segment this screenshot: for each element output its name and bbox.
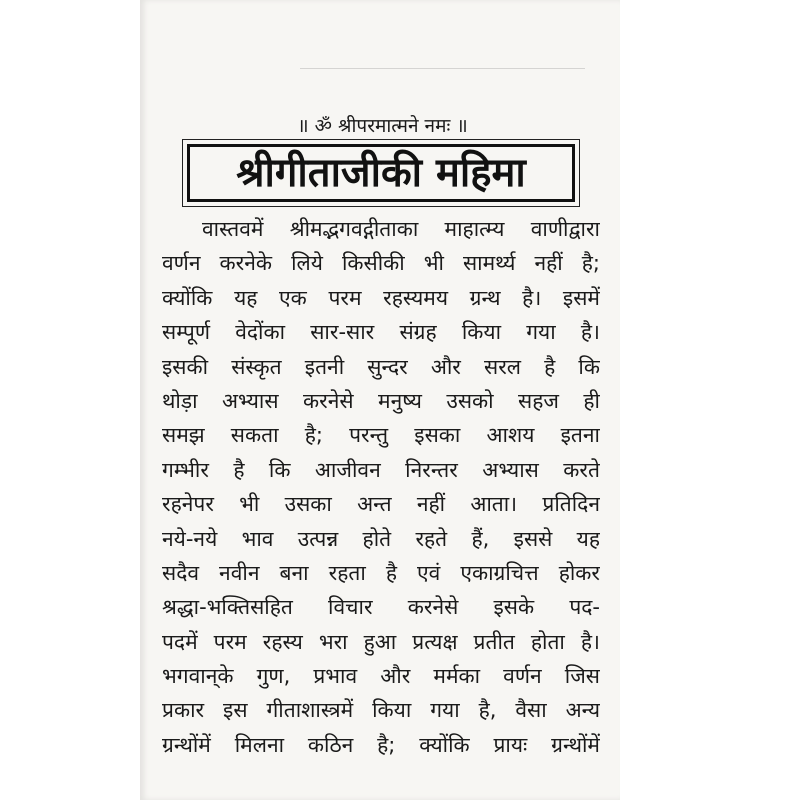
invocation-line: ॥ ॐ श्रीपरमात्मने नमः ॥ [297, 115, 468, 137]
text-line: पदमें परम रहस्य भरा हुआ प्रत्यक्ष प्रतीत होता है। [162, 629, 600, 654]
body-paragraph [162, 212, 600, 762]
page-title: श्रीगीताजीकी महिमा [236, 150, 526, 196]
text-line: समझ सकता है; परन्तु इसका आशय इतना [162, 423, 600, 448]
text-line: सदैव नवीन बना रहता है एवं एकाग्रचित्त होकर [162, 560, 600, 585]
text-line: गम्भीर है कि आजीवन निरन्तर अभ्यास करते [162, 457, 600, 482]
text-line: ग्रन्थोंमें मिलना कठिन है; क्योंकि प्रायः ग्रन्थोंमें [162, 732, 600, 757]
text-line: वास्तवमें श्रीमद्भगवद्गीताका माहात्म्य वाणीद्वारा [202, 217, 600, 241]
text-line: रहनेपर भी उसका अन्त नहीं आता। प्रतिदिन [162, 492, 600, 517]
title-frame [187, 144, 575, 202]
text-line: क्योंकि यह एक परम रहस्यमय ग्रन्थ है। इसमें [162, 285, 600, 310]
text-line: श्रद्धा-भक्तिसहित विचार करनेसे इसके पद- [162, 595, 600, 620]
text-line: इसकी संस्कृत इतनी सुन्दर और सरल है कि [162, 354, 600, 379]
text-line: भगवान्‌के गुण, प्रभाव और मर्मका वर्णन जिस [162, 664, 600, 689]
bleed-through-rule [300, 68, 585, 69]
bleed-through-page-mark [575, 58, 587, 70]
text-line: नये-नये भाव उत्पन्न होते रहते हैं, इससे यह [162, 526, 600, 551]
text-line: वर्णन करनेके लिये किसीकी भी सामर्थ्य नहीं है; [162, 251, 600, 276]
text-line: थोड़ा अभ्यास करनेसे मनुष्य उसको सहज ही [162, 388, 600, 413]
text-line: सम्पूर्ण वेदोंका सार-सार संग्रह किया गया है। [162, 320, 600, 345]
text-line: प्रकार इस गीताशास्त्रमें किया गया है, वैसा अन्य [162, 698, 600, 723]
